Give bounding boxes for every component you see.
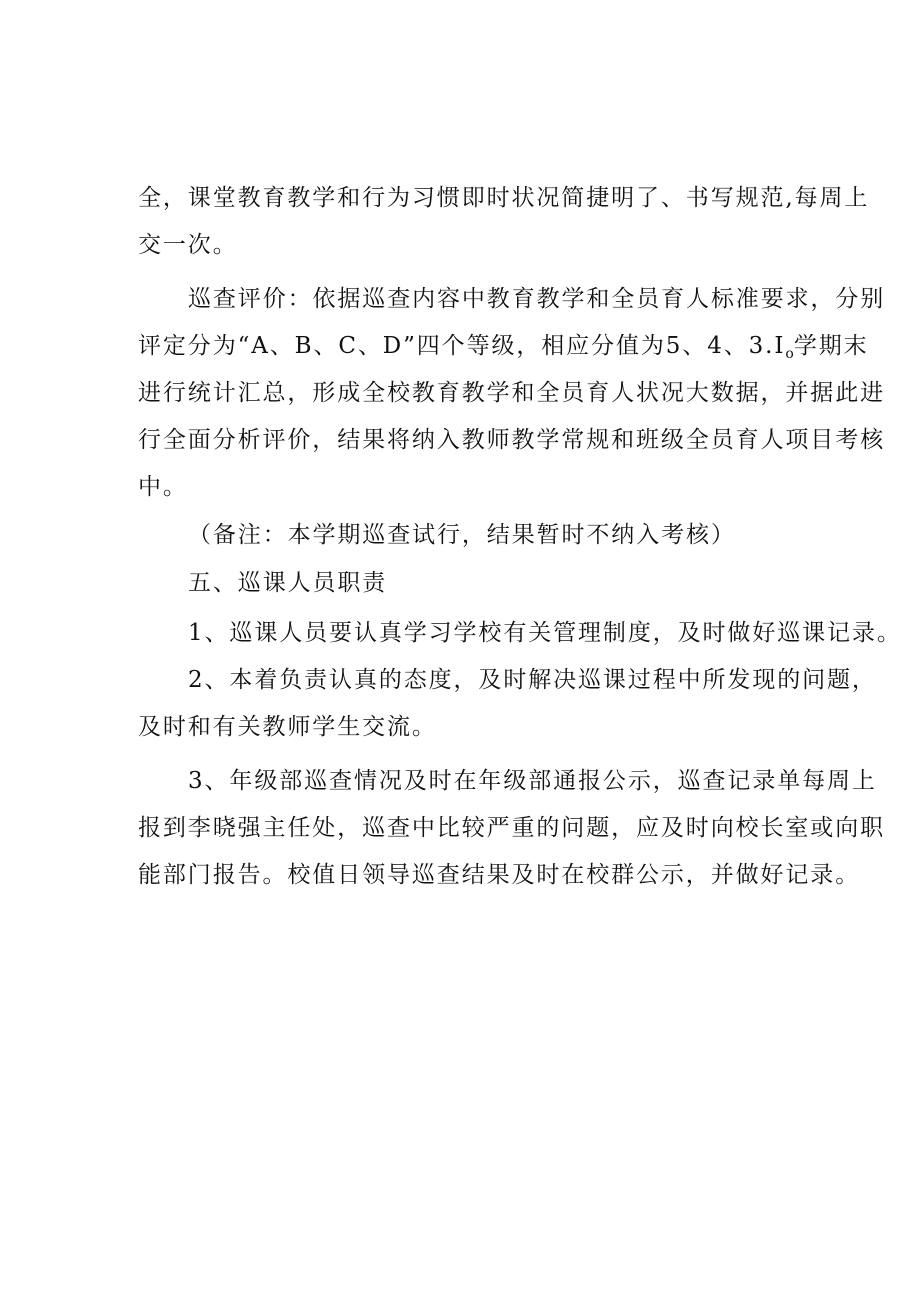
grade-text: 评定分为“A、B、C、D”四个等级，相应分值为5、4、3.I bbox=[138, 333, 786, 359]
list-item-1: 1、巡课人员要认真学习学校有关管理制度，及时做好巡课记录。 bbox=[188, 620, 902, 646]
subscript-text: o bbox=[785, 346, 794, 362]
text-line: 中。 bbox=[138, 474, 188, 500]
paragraph-evaluation-start: 巡查评价：依据巡查内容中教育教学和全员育人标准要求，分别 bbox=[188, 286, 886, 312]
text-line: 报到李晓强主任处，巡查中比较严重的问题，应及时向校长室或向职 bbox=[138, 815, 885, 841]
section-heading: 五、巡课人员职责 bbox=[188, 570, 388, 596]
text-line bbox=[138, 331, 869, 369]
text-line: 全，课堂教育教学和行为习惯即时状况简捷明了、书写规范,每周上 bbox=[138, 185, 870, 211]
text-line: 交一次。 bbox=[138, 232, 238, 258]
text-line: 行全面分析评价，结果将纳入教师教学常规和班级全员育人项目考核 bbox=[138, 427, 885, 453]
list-item-3: 3、年级部巡查情况及时在年级部通报公示，巡查记录单每周上 bbox=[188, 768, 877, 794]
text-continuation: 学期末 bbox=[793, 333, 869, 359]
text-line: 及时和有关教师学生交流。 bbox=[138, 714, 437, 740]
text-line: 能部门报告。校值日领导巡查结果及时在校群公示，并做好记录。 bbox=[138, 862, 861, 888]
note-text: （备注：本学期巡查试行，结果暂时不纳入考核） bbox=[188, 522, 736, 548]
list-item-2: 2、本着负责认真的态度，及时解决巡课过程中所发现的问题， bbox=[188, 667, 877, 693]
text-line: 进行统计汇总，形成全校教育教学和全员育人状况大数据，并据此进 bbox=[138, 380, 885, 406]
